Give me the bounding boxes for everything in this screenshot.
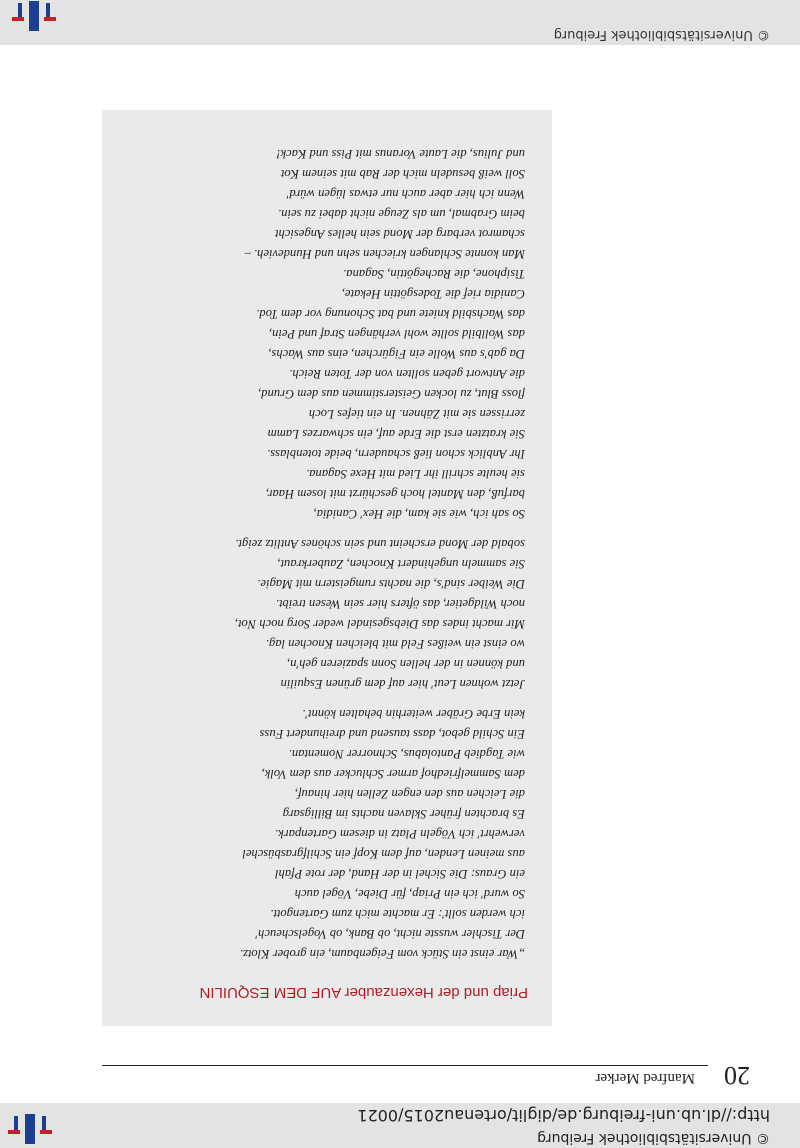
poem-line: Es brachten früher Sklaven nachts im Billigsarg <box>282 807 525 821</box>
poem-line: sobald der Mond erscheint und sein schönes Antlitz zeigt. <box>235 537 525 551</box>
poem-line: und Julius, die Laute Voranus mit Piss und Kack! <box>276 147 525 161</box>
poem-line: Soll weiß besudeln mich der Rab mit seinem Kot <box>280 167 525 181</box>
poem-line: die Leichen aus den engen Zellen hier hinauf, <box>294 787 525 801</box>
university-logo-bottom <box>4 1 64 31</box>
poem-line: So sah ich, wie sie kam, die Hex' Canidia, <box>313 507 525 521</box>
poem-line: das Wachsbild kniete und bat Schonung vor dem Tod. <box>256 307 525 321</box>
poem-line: kein Erbe Gräber weiterhin behalten könnt'. <box>302 707 525 721</box>
viewer-top-bar <box>0 1103 800 1148</box>
poem-line: die Antwort geben sollten von der Toten Reich. <box>289 367 525 381</box>
poem-line: sie heulte schrill ihr Lied mit Hexe Sagana. <box>306 467 525 481</box>
poem-line: So wurd' ich ein Priap, für Diebe, Vögel auch <box>294 887 525 901</box>
library-credit: © Universitätsbibliothek Freiburg <box>537 1130 770 1146</box>
poem-line: barfuß, den Mantel hoch geschürzt mit losem Haar, <box>265 487 525 501</box>
poem-line: Ein Schild gebot, dass tausend und dreihundert Fuss <box>259 727 525 741</box>
poem-line: wo einst ein weißes Feld mit bleichen Knochen lag. <box>265 637 525 651</box>
university-logo <box>0 1114 60 1144</box>
poem-line: ich werden sollt': Er machte mich zum Gartengott. <box>270 907 525 921</box>
poem-line: Wenn ich hier aber auch nur etwas lügen würd' <box>286 187 525 201</box>
poem-line: Die Weiber sind's, die nachts rumgeistern mit Magie. <box>257 577 525 591</box>
poem-line: Man konnte Schlangen kriechen sehn und Hundevieh. – <box>244 247 525 261</box>
poem-line: Der Tischler wusste nicht, ob Bank, ob Vogelscheuch' <box>255 927 525 941</box>
viewer-bottom-bar <box>0 0 800 45</box>
poem-line: „War einst ein Stück vom Feigenbaum, ein grober Klotz. <box>239 947 525 961</box>
poem-line: das Wollbild sollte wohl verhängen Straf und Pein, <box>268 327 525 341</box>
poem-stanza <box>115 704 525 964</box>
poem-line: ein Graus: Die Sichel in der Hand, der rote Pfahl <box>275 867 525 881</box>
poem-line: Sie kratzten erst die Erde auf, ein schwarzes Lamm <box>267 427 525 441</box>
poem-line: beim Grabmal, um als Zeuge nicht dabei zu sein. <box>278 207 525 221</box>
poem-line: Tisiphone, die Rachegöttin, Sagana. <box>343 267 525 281</box>
poem-stanza <box>115 144 525 524</box>
library-credit-bottom: © Universitätsbibliothek Freiburg <box>553 27 770 42</box>
poem-line: noch Wildgetier, das öfters hier sein Wesen treibt. <box>275 597 525 611</box>
poem-box <box>102 110 552 1026</box>
poem-line: zerrissen sie mit Zähnen. In ein tiefes Loch <box>308 407 525 421</box>
poem-line: wie Tagdieb Pantolabus, Schnorrer Nomentan. <box>288 747 525 761</box>
header-rule <box>102 1065 708 1066</box>
poem-line: Canidia rief die Todesgöttin Hekate, <box>341 287 525 301</box>
poem-body <box>115 134 525 964</box>
poem-line: floss Blut, zu locken Geisterstimmen aus dem Grund, <box>258 387 525 401</box>
poem-line: aus meinen Lenden, auf dem Kopf ein Schilfgrasbüschel <box>242 847 525 861</box>
source-url-link[interactable]: http://dl.ub.uni-freiburg.de/diglit/ortenau2015/0021 <box>357 1106 770 1125</box>
page-number: 20 <box>724 1061 750 1090</box>
poem-line: dem Sammelfriedhof armer Schlucker aus dem Volk, <box>261 767 525 781</box>
poem-line: und können in der hellen Sonn spazieren geh'n, <box>287 657 525 671</box>
poem-stanza <box>115 534 525 694</box>
poem-line: schamrot verbarg der Mond sein helles Angesicht <box>275 227 525 241</box>
poem-line: Da gab's aus Wolle ein Figürchen, eins aus Wachs, <box>268 347 525 361</box>
poem-line: Ihr Anblick schon ließ schaudern, beide totenblass. <box>267 447 525 461</box>
poem-line: Mir macht indes das Diebsgesindel weder Sorg noch Not, <box>234 617 525 631</box>
poem-line: verwehrt' ich Vögeln Platz in diesem Gartenpark. <box>275 827 525 841</box>
poem-line: Jetzt wohnen Leut' hier auf dem grünen Esquilin <box>280 677 525 691</box>
poem-line: Sie sammeln ungehindert Knochen, Zauberkraut, <box>277 557 525 571</box>
running-header-author: Manfred Merker <box>595 1070 695 1086</box>
poem-title: Priap und der Hexenzauber AUF DEM ESQUILIN <box>199 984 528 1001</box>
